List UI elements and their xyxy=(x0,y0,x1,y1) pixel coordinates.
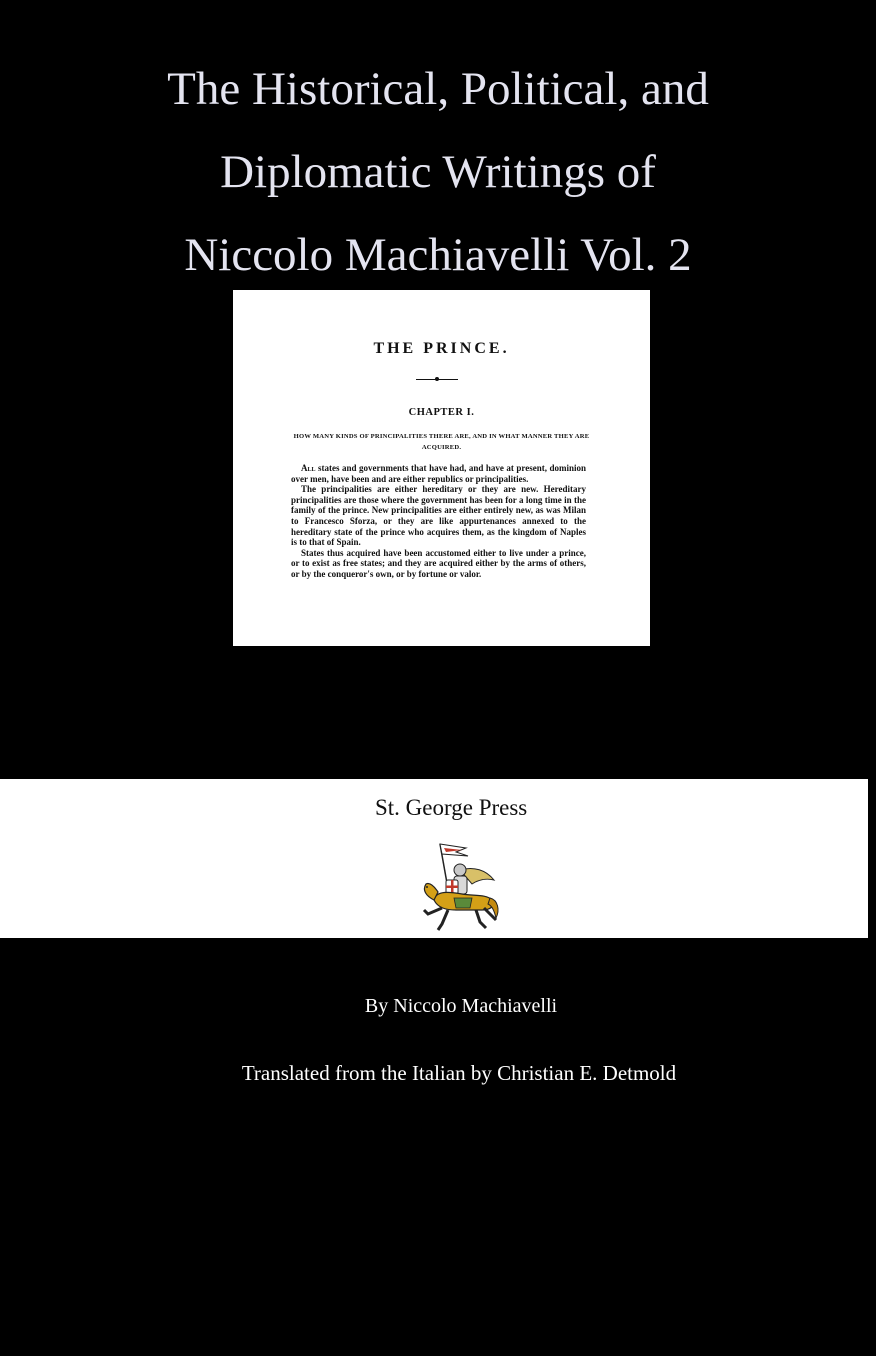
translator-line: Translated from the Italian by Christian E. Detmold xyxy=(241,1061,677,1085)
page-paragraph-1 xyxy=(291,463,586,484)
page-paragraph-3: States thus acquired have been accustomed either to live under a prince, or to exist as free states; and they are acquired either by the arms of others, or by the conqueror's own, or by fortune or valor. xyxy=(291,547,586,579)
page-paragraph-2: The principalities are either hereditary or they are new. Hereditary principalities are those where the government has been for a long time in the family of the prince. New principalities are either entirely new, as was Milan to Francesco Sforza, or they are like appurtenances annexed to the hereditary state of the prince who acquires them, as the kingdom of Naples is to that of Spain. xyxy=(291,484,586,548)
page-chapter-subheading: HOW MANY KINDS OF PRINCIPALITIES THERE ARE, AND IN WHAT MANNER THEY ARE ACQUIRED. xyxy=(293,433,590,451)
book-title-line-1: The Historical, Political, and xyxy=(167,63,709,115)
prince-page-image xyxy=(233,290,650,646)
publisher-name: St. George Press xyxy=(375,795,528,820)
st-george-knight-on-horse-icon xyxy=(416,840,500,934)
page-chapter-title: CHAPTER I. xyxy=(408,407,475,418)
author-line: By Niccolo Machiavelli xyxy=(364,995,558,1017)
page-ornament-dot xyxy=(435,377,439,381)
book-title-line-3: Niccolo Machiavelli Vol. 2 xyxy=(184,229,692,281)
page-heading: THE PRINCE. xyxy=(373,340,510,357)
page-body-text xyxy=(291,463,586,580)
book-title xyxy=(0,48,876,297)
book-title-line-2: Diplomatic Writings of xyxy=(220,146,656,198)
page-paragraph-1-text: states and governments that have had, and have at present, dominion over men, have been and are either republics or principalities. xyxy=(291,463,586,484)
page-paragraph-1-lead: All xyxy=(301,463,316,473)
